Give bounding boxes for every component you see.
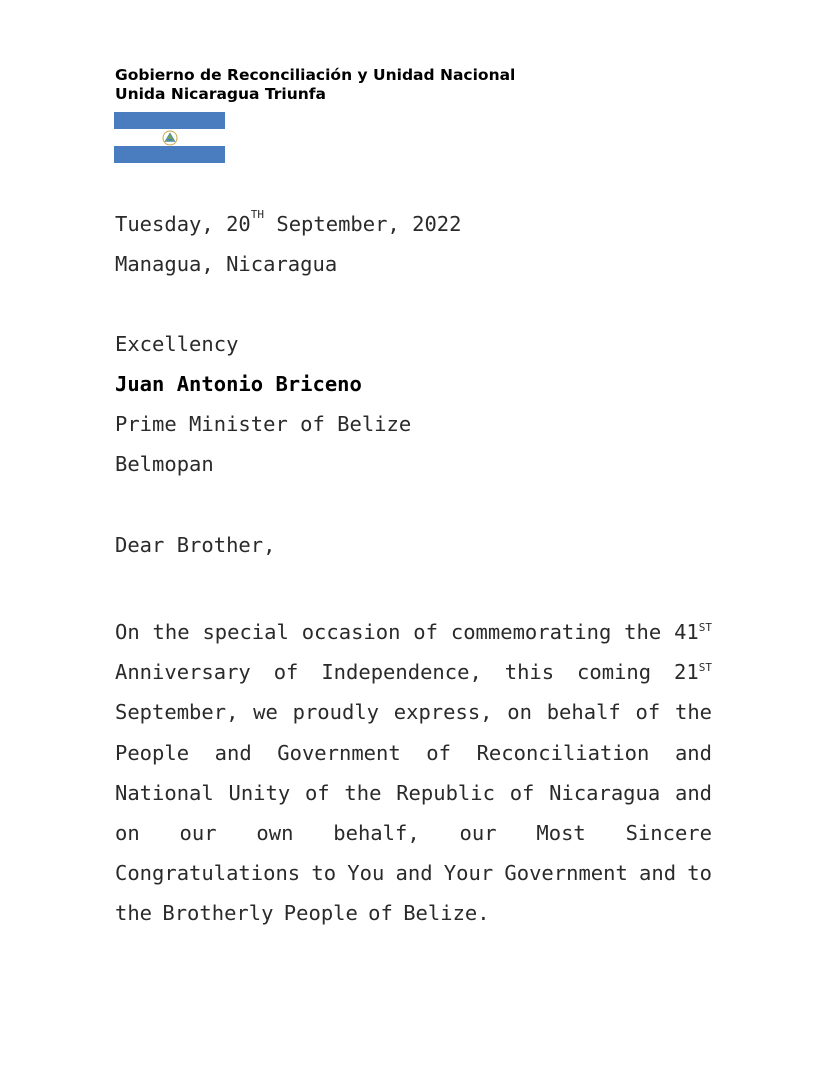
letter-body-paragraph — [115, 612, 712, 934]
body-ordinal-1: ST — [698, 621, 712, 634]
date-text: Tuesday, 20 — [115, 212, 251, 236]
flag-top-stripe — [114, 112, 225, 129]
date-rest: September, 2022 — [264, 212, 462, 236]
recipient-position: Prime Minister of Belize — [115, 412, 412, 436]
body-text-part3: September, we proudly express, on behalf of the People and Government of Reconciliation and National Unity of the Republic of Nicaragua and on our own behalf, our Most Sincere Congratulations to You and Your Government and to the Brotherly People of Belize. — [115, 700, 712, 926]
flag-middle-stripe — [114, 129, 225, 146]
letterhead-government-name: Gobierno de Reconciliación y Unidad Nacional — [115, 66, 516, 84]
greeting: Dear Brother, — [115, 533, 276, 557]
recipient-name: Juan Antonio Briceno — [115, 372, 362, 396]
body-ordinal-2: ST — [698, 661, 712, 675]
letterhead — [115, 66, 515, 104]
recipient-city: Belmopan — [115, 452, 214, 476]
body-text-part2: Anniversary of Independence, this coming 21 — [115, 660, 699, 685]
letterhead-slogan: Unida Nicaragua Triunfa — [115, 85, 327, 103]
recipient-title: Excellency — [115, 332, 239, 356]
nicaragua-flag-icon — [114, 112, 225, 163]
date-ordinal: TH — [250, 208, 265, 221]
place-line: Managua, Nicaragua — [115, 252, 338, 276]
body-text-part1: On the special occasion of commemorating the 41 — [115, 620, 699, 644]
flag-bottom-stripe — [114, 146, 225, 163]
coat-of-arms-icon — [162, 130, 178, 146]
date-line — [115, 208, 462, 236]
